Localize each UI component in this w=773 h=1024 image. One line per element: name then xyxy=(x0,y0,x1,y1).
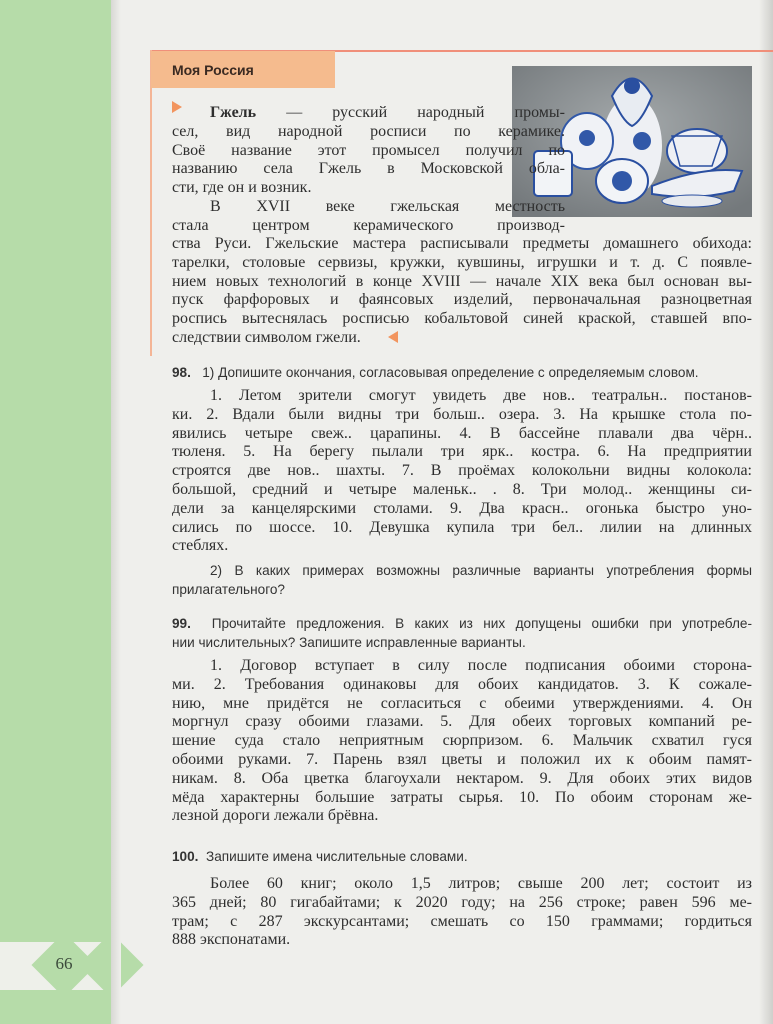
text-line: сились по шоссе. 10. Девушка купила три бел.. лилии на длинных xyxy=(172,518,752,536)
text-line: В XVII веке гжельская местность xyxy=(210,197,565,215)
line-rest: — русский народный промы- xyxy=(256,104,565,121)
text-line: прилагательного? xyxy=(172,582,285,597)
box-text-narrow xyxy=(172,104,565,236)
text-line: тарелки, столовые сервизы, кружки, кувшины, игрушки и т. д. С появле- xyxy=(172,253,752,271)
text-line: стала центром керамического производ- xyxy=(172,216,565,234)
text-line: Своё название этот промысел получил по xyxy=(172,141,565,159)
text-line: 365 дней; 80 гигабайтами; к 2020 году; на 256 строке; равен 596 ме- xyxy=(172,893,752,911)
text-line: строятся две нов.. шахты. 7. В проёмах колокольни видны колокола: xyxy=(172,462,752,480)
page-gutter xyxy=(111,0,121,1024)
text-line: большой, средний и четыре маленьк.. . 8. Три молод.. женщины си- xyxy=(172,480,752,498)
box-left-rule xyxy=(150,50,152,356)
text-line xyxy=(172,614,752,633)
box-text-wide xyxy=(172,235,752,348)
text-line: 1. Договор вступает в силу после подписания обоими сторона- xyxy=(210,657,752,674)
text-line xyxy=(172,104,565,123)
exercise-99-sentences xyxy=(172,657,752,826)
text-line: 2) В каких примерах возможны различные варианты употребления формы xyxy=(210,563,752,578)
text-line: ми. 2. Требования одинаковы для обоих кандидатов. 3. К сожале- xyxy=(172,675,752,693)
text-line: шение суда стало неприятным сюрпризом. 6. Мальчик схватил гуся xyxy=(172,732,752,750)
task-text: Запишите имена числительные словами. xyxy=(206,849,468,864)
exercise-98-sentences xyxy=(172,387,752,556)
text-line: никам. 8. Оба цветка благоухали нектаром. 9. Для обоих этих видов xyxy=(172,769,752,787)
exercise-100-task xyxy=(172,847,752,866)
box-title: Моя Россия xyxy=(172,62,254,78)
text-line: лезной дороги лежали брёвна. xyxy=(172,807,379,825)
page-edge xyxy=(759,0,773,1024)
exercise-99-task xyxy=(172,614,752,652)
text-line: ства Руси. Гжельские мастера расписывали предметы домашнего обихода: xyxy=(172,235,752,252)
exercise-98-task-2 xyxy=(172,561,752,599)
exercise-98-task-1 xyxy=(172,363,752,382)
term-gzhel: Гжель xyxy=(210,104,257,121)
exercise-number: 99. xyxy=(172,616,191,631)
task-text: 1) Допишите окончания, согласовывая определение с определяемым словом. xyxy=(202,365,699,380)
text-line: трам; с 287 экскурсантами; смешать со 150 граммами; гордиться xyxy=(172,912,752,930)
exercise-number: 98. xyxy=(172,365,191,380)
text-line: нии числительных? Запишите исправленные варианты. xyxy=(172,635,526,650)
text-line: пуск фарфоровых и фаянсовых изделий, первоначальная разноцветная xyxy=(172,291,752,309)
page-number: 66 xyxy=(55,954,73,973)
text-line: роспись вытеснялась росписью кобальтовой синей краской, ставшей впо- xyxy=(172,310,752,328)
text-line: нием новых технологий в конце XVIII — начале XIX века был основан вы- xyxy=(172,272,752,290)
text-line: следствии символом гжели. xyxy=(172,328,361,346)
text-line: явились четыре свеж.. царапины. 4. В бассейне плавали два чёрн.. xyxy=(172,424,752,442)
task-text: Прочитайте предложения. В каких из них допущены ошибки при употребле- xyxy=(211,616,752,631)
text-line: обоими руками. 7. Парень взял цветы и положил их к обоим памят- xyxy=(172,750,752,768)
text-line: Более 60 книг; около 1,5 литров; свыше 200 лет; состоит из xyxy=(210,875,752,892)
text-line: нию, мне придётся не согласиться с обеими утверждениями. 4. Он xyxy=(172,694,752,712)
text-line: сел, вид народной росписи по керамике. xyxy=(172,122,565,140)
exercise-number: 100. xyxy=(172,849,199,864)
text-line: 1. Летом зрители смогут увидеть две нов.. театральн.. постанов- xyxy=(210,387,752,404)
exercise-100-items xyxy=(172,875,752,950)
page-margin-strip xyxy=(0,0,111,1024)
text-line: стеблях. xyxy=(172,537,229,555)
text-line: сти, где он и возник. xyxy=(172,179,312,197)
text-line: моргнул сразу обоими глазами. 5. Для обеих торговых компаний ре- xyxy=(172,713,752,731)
text-line: ки. 2. Вдали были видны три больш.. озера. 3. На крышке стола по- xyxy=(172,405,752,423)
text-line: дели за канцелярскими столами. 9. Два красн.. огонька быстро уно- xyxy=(172,499,752,517)
text-line: тюленя. 5. На берегу пылали три ярк.. костра. 6. На предприятии xyxy=(172,443,752,461)
text-line: мёда характерны большие затраты сырья. 10. По обоим сторонам же- xyxy=(172,788,752,806)
text-line: 888 экспонатами. xyxy=(172,931,291,949)
text-line: названию села Гжель в Московской обла- xyxy=(172,160,565,178)
